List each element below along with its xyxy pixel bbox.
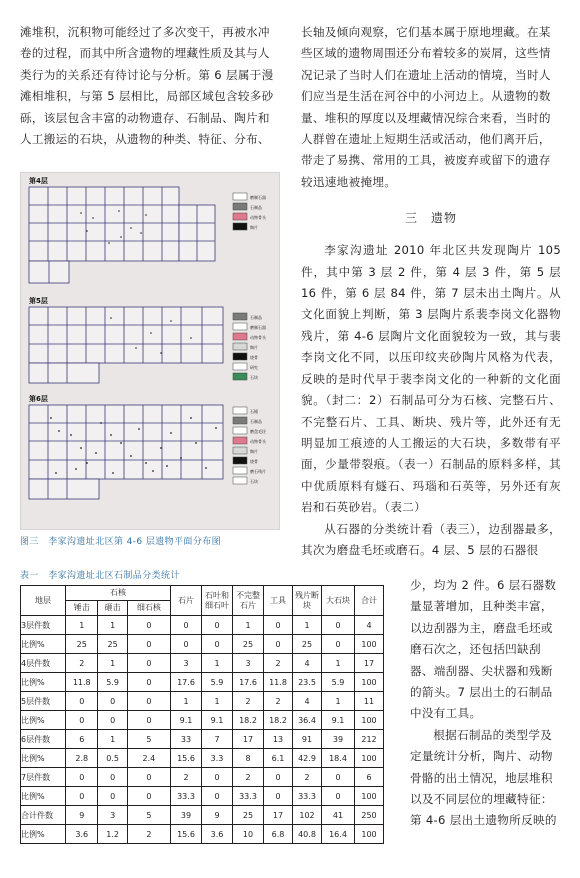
table-cell: 5	[127, 730, 170, 749]
svg-text:石制品: 石制品	[250, 205, 262, 210]
row-label-cell: 7层件数	[21, 768, 66, 787]
table-cell: 2	[233, 768, 264, 787]
col-header-total: 合计	[355, 586, 384, 616]
row-label-cell: 合计件数	[21, 806, 66, 825]
table-cell: 1	[322, 654, 355, 673]
row-label-cell: 比例%	[21, 749, 66, 768]
table-cell: 1.2	[98, 825, 127, 844]
table-cell: 17.6	[171, 673, 202, 692]
svg-text:动物骨头: 动物骨头	[250, 439, 266, 444]
text-line: 少，均为 2 件。6 层石器数	[410, 578, 557, 592]
grid-layer-5	[29, 307, 223, 383]
table-caption: 表一 李家沟遗址北区石制品分类统计	[20, 571, 180, 581]
table-row	[21, 654, 384, 673]
col-header-blade: 石叶和细石叶	[202, 586, 233, 616]
svg-text:动物骨头: 动物骨头	[250, 335, 266, 340]
table-cell: 0	[127, 654, 170, 673]
table-cell: 100	[355, 711, 384, 730]
col-header-debris: 残片断块	[293, 586, 322, 616]
legend-layer-4	[233, 193, 267, 230]
table-cell: 0	[202, 787, 233, 806]
table-cell: 36.4	[293, 711, 322, 730]
table-cell: 9.1	[171, 711, 202, 730]
table-cell: 0	[264, 616, 293, 635]
text-line: 较迅速地被掩埋。	[301, 174, 397, 189]
table-cell: 11	[355, 692, 384, 711]
col-header-layer: 地层	[21, 586, 66, 616]
text-line: 磨石次之，还包括凹缺刮	[410, 642, 541, 657]
table-row	[21, 692, 384, 711]
table-cell: 1	[233, 616, 264, 635]
table-cell: 15.6	[171, 825, 202, 844]
svg-text:动物骨头: 动物骨头	[250, 215, 266, 220]
table-cell: 1	[98, 654, 127, 673]
paragraph-pottery-lithics: 李家沟遗址 2010 年北区共发现陶片 105 件，其中第 3 层 2 件，第 4 层 3 件，第 5 层 16 件，第 6 层 84 件，第 7 层未出土陶片。从文化面貌上判断，第 3 层陶片系裴李岗文化器物残片，第 4-6 层陶片文化面貌较为一致，其与裴李岗文化不同，以压印纹夹砂陶片风格为代表，反映的是时代早于裴李岗文化的一种新的文化面貌。（封二：2）石制品可分为石核、完整石片、不完整石片、工具、断块、残片等，此外还有无明显加工痕迹的人工搬运的大石块，多数带有平面，少量带裂痕。（表一）石制品的原料多样，其中优质原料有燧石、玛瑙和石英等，另外还有灰岩和石英砂岩。（表二）	[301, 243, 561, 515]
table-cell: 100	[355, 635, 384, 654]
panel-label-6: 第6层	[29, 395, 48, 403]
legend-layer-5	[233, 313, 267, 380]
lithic-stats-table	[20, 585, 384, 844]
svg-text:陶片: 陶片	[250, 345, 258, 350]
table-row	[21, 749, 384, 768]
table-cell: 0	[66, 787, 98, 806]
table-cell: 4	[293, 692, 322, 711]
table-cell: 2.4	[127, 749, 170, 768]
table-cell: 100	[355, 825, 384, 844]
table-cell: 23.5	[293, 673, 322, 692]
svg-text:陶片: 陶片	[250, 449, 258, 454]
table-row	[21, 635, 384, 654]
panel-label-4: 第4层	[29, 177, 48, 185]
svg-text:研究: 研究	[250, 365, 258, 370]
wrapped-text	[410, 575, 561, 832]
text-line: 以及不同层位的埋藏特征：	[410, 792, 553, 807]
table-cell: 11.8	[66, 673, 98, 692]
table-cell: 25	[233, 635, 264, 654]
table-cell: 33.3	[293, 787, 322, 806]
text-line: 们应当是生活在河谷中的小河边上。从遗物的数	[301, 89, 551, 104]
col-header-microcore: 细石核	[127, 601, 170, 616]
text-line: 量、堆积的厚度以及埋藏情况综合来看，当时的	[301, 110, 551, 125]
table-cell: 0	[127, 768, 170, 787]
svg-text:烧骨: 烧骨	[250, 355, 258, 360]
table-cell: 3	[171, 654, 202, 673]
table-cell: 33.3	[171, 787, 202, 806]
table-cell: 0	[171, 616, 202, 635]
table-cell: 33.3	[233, 787, 264, 806]
left-column-text	[20, 22, 282, 150]
text-line: 中没有工具。	[410, 706, 482, 721]
row-label-cell: 比例%	[21, 825, 66, 844]
table-cell: 3	[233, 654, 264, 673]
text-line: 长轴及倾向观察，它们基本属于原地埋藏。在某	[301, 25, 551, 39]
paragraph-classification: 从石器的分类统计看（表三），边刮器最多，其次为磨盘毛坯或磨石。4 层、5 层的石器很	[301, 521, 561, 557]
table-cell: 4	[355, 616, 384, 635]
table-cell: 13	[264, 730, 293, 749]
col-header-block: 大石块	[322, 586, 355, 616]
table-cell: 40.8	[293, 825, 322, 844]
row-label-cell: 3层件数	[21, 616, 66, 635]
table-cell: 42.9	[293, 749, 322, 768]
table-cell: 3.6	[202, 825, 233, 844]
table-cell: 250	[355, 806, 384, 825]
table-cell: 0	[66, 711, 98, 730]
distribution-figure	[20, 172, 280, 530]
table-cell: 33	[171, 730, 202, 749]
table-cell: 10	[233, 825, 264, 844]
text-line: 些区域的遗物周围还分布着较多的炭屑，这些情	[301, 46, 551, 61]
table-cell: 15.6	[171, 749, 202, 768]
table-row	[21, 768, 384, 787]
table-cell: 9	[202, 806, 233, 825]
table-cell: 25	[98, 635, 127, 654]
text-line: 定量统计分析，陶片、动物	[410, 749, 553, 764]
table-row	[21, 673, 384, 692]
table-cell: 2	[127, 825, 170, 844]
table-cell: 0	[98, 711, 127, 730]
table-cell: 17	[233, 730, 264, 749]
col-header-core: 石核	[66, 586, 171, 601]
table-cell: 1	[66, 616, 98, 635]
table-cell: 2	[264, 654, 293, 673]
table-cell: 6.8	[264, 825, 293, 844]
table-cell: 17	[355, 654, 384, 673]
table-cell: 91	[293, 730, 322, 749]
svg-text:石块: 石块	[250, 375, 258, 380]
table-cell: 2	[66, 654, 98, 673]
table-cell: 0	[98, 787, 127, 806]
table-cell: 1	[202, 692, 233, 711]
row-label-cell: 比例%	[21, 787, 66, 806]
table-cell: 102	[293, 806, 322, 825]
text-line: 人工搬运的石块，从遗物的种类、特征、分布、	[20, 132, 270, 147]
table-cell: 0	[127, 673, 170, 692]
text-line: 器、端刮器、尖状器和残断	[410, 663, 553, 678]
grid-layer-6	[29, 405, 223, 499]
table-cell: 3.6	[66, 825, 98, 844]
table-cell: 0	[127, 616, 170, 635]
table-cell: 1	[293, 616, 322, 635]
figure-caption: 图三 李家沟遗址北区第 4-6 层遗物平面分布图	[20, 537, 222, 547]
table-cell: 3.3	[202, 749, 233, 768]
svg-text:石制品: 石制品	[250, 315, 262, 320]
text-line: 骨骼的出土情况，地层堆积	[410, 770, 553, 785]
table-cell: 18.2	[233, 711, 264, 730]
table-cell: 9.1	[322, 711, 355, 730]
table-cell: 5.9	[202, 673, 233, 692]
text-line: 的箭头。7 层出土的石制品	[410, 685, 553, 700]
table-cell: 2	[233, 692, 264, 711]
table-row	[21, 730, 384, 749]
legend-layer-6	[233, 407, 267, 484]
svg-text:磨石残片: 磨石残片	[250, 469, 266, 474]
row-label-cell: 比例%	[21, 673, 66, 692]
table-cell: 18.4	[322, 749, 355, 768]
table-cell: 11.8	[264, 673, 293, 692]
table-cell: 5.9	[98, 673, 127, 692]
text-line: 况记录了当时人们在遗址上活动的情境，当时人	[301, 67, 551, 82]
table-cell: 25	[66, 635, 98, 654]
table-cell: 41	[322, 806, 355, 825]
table-cell: 1	[98, 730, 127, 749]
table-cell: 0	[264, 635, 293, 654]
table-cell: 0.5	[98, 749, 127, 768]
table-cell: 0	[264, 787, 293, 806]
col-header-hammer: 锤击	[66, 601, 98, 616]
text-line: 砾，该层包含丰富的动物遗存、石制品、陶片和	[20, 110, 270, 125]
table-cell: 0	[127, 787, 170, 806]
svg-text:磨制石器: 磨制石器	[250, 325, 266, 330]
text-line: 卷的过程，而其中所含遗物的埋藏性质及其与人	[20, 46, 270, 61]
table-cell: 1	[171, 692, 202, 711]
table-cell: 0	[322, 616, 355, 635]
table-cell: 0	[202, 768, 233, 787]
table-cell: 2	[171, 768, 202, 787]
svg-text:磨制石器: 磨制石器	[250, 195, 266, 200]
text-line: 带走了易携、常用的工具，被废弃或留下的遗存	[301, 153, 551, 168]
table-row	[21, 806, 384, 825]
table-cell: 6	[355, 768, 384, 787]
grid-layer-4	[29, 187, 215, 283]
table-cell: 5	[127, 806, 170, 825]
table-cell: 17	[264, 806, 293, 825]
table-cell: 2	[293, 768, 322, 787]
text-line: 滩相堆积，与第 5 层相比，局部区域包含较多砂	[20, 89, 274, 104]
table-row	[21, 825, 384, 844]
table-cell: 1	[322, 692, 355, 711]
text-line: 滩堆积，沉积物可能经过了多次变干，再被水冲	[20, 25, 270, 39]
table-cell: 0	[127, 711, 170, 730]
table-cell: 0	[127, 692, 170, 711]
col-header-bipolar: 砸击	[98, 601, 127, 616]
table-cell: 0	[171, 635, 202, 654]
table-row	[21, 711, 384, 730]
table-row	[21, 616, 384, 635]
table-cell: 3	[98, 806, 127, 825]
table-cell: 2.8	[66, 749, 98, 768]
table-cell: 39	[322, 730, 355, 749]
table-cell: 1	[202, 654, 233, 673]
svg-text:石块: 石块	[250, 479, 258, 484]
table-cell: 25	[233, 806, 264, 825]
svg-text:陶片: 陶片	[250, 225, 258, 230]
row-label-cell: 比例%	[21, 635, 66, 654]
table-cell: 9.1	[202, 711, 233, 730]
svg-text:烧骨: 烧骨	[250, 459, 258, 464]
table-cell: 0	[98, 768, 127, 787]
table-cell: 9	[66, 806, 98, 825]
table-cell: 6	[66, 730, 98, 749]
table-cell: 0	[202, 635, 233, 654]
table-cell: 100	[355, 787, 384, 806]
text-line: 第 4-6 层出土遗物所反映的	[410, 813, 557, 828]
table-cell: 212	[355, 730, 384, 749]
table-cell: 0	[322, 768, 355, 787]
row-label-cell: 6层件数	[21, 730, 66, 749]
table-cell: 18.2	[264, 711, 293, 730]
table-cell: 2	[264, 692, 293, 711]
table-cell: 0	[322, 635, 355, 654]
text-line: 以边刮器为主，磨盘毛坯或	[410, 620, 553, 635]
table-cell: 5.9	[322, 673, 355, 692]
table-cell: 0	[127, 635, 170, 654]
table-cell: 100	[355, 673, 384, 692]
table-cell: 39	[171, 806, 202, 825]
svg-text:石制品: 石制品	[250, 419, 262, 424]
text-line: 根据石制品的类型学及	[433, 727, 553, 742]
table-cell: 6.1	[264, 749, 293, 768]
table-cell: 1	[98, 616, 127, 635]
col-header-tool: 工具	[264, 586, 293, 616]
text-line: 人群曾在遗址上短期生活或活动，他们离开后，	[301, 132, 551, 147]
table-cell: 100	[355, 749, 384, 768]
distribution-map	[21, 173, 279, 529]
col-header-flake: 石片	[171, 586, 202, 616]
table-cell: 0	[322, 787, 355, 806]
section-title: 三 遗物	[404, 211, 457, 226]
table-cell: 0	[66, 692, 98, 711]
text-line: 类行为的关系还有待讨论与分析。第 6 层属于漫	[20, 67, 274, 82]
table-cell: 17.6	[233, 673, 264, 692]
col-header-incomplete: 不完整石片	[233, 586, 264, 616]
table-cell: 0	[66, 768, 98, 787]
row-label-cell: 5层件数	[21, 692, 66, 711]
table-cell: 4	[293, 654, 322, 673]
panel-label-5: 第5层	[29, 297, 48, 305]
svg-text:石锤: 石锤	[250, 409, 258, 414]
table-row	[21, 787, 384, 806]
table-body	[21, 616, 384, 844]
table-cell: 25	[293, 635, 322, 654]
table-cell: 0	[264, 768, 293, 787]
text-line: 量显著增加，且种类丰富，	[410, 599, 553, 614]
row-label-cell: 4层件数	[21, 654, 66, 673]
table-cell: 16.4	[322, 825, 355, 844]
right-column-text	[301, 22, 561, 561]
row-label-cell: 比例%	[21, 711, 66, 730]
table-cell: 8	[233, 749, 264, 768]
table-cell: 7	[202, 730, 233, 749]
table-cell: 0	[202, 616, 233, 635]
svg-text:磨盘毛坯: 磨盘毛坯	[250, 429, 266, 434]
table-cell: 0	[98, 692, 127, 711]
